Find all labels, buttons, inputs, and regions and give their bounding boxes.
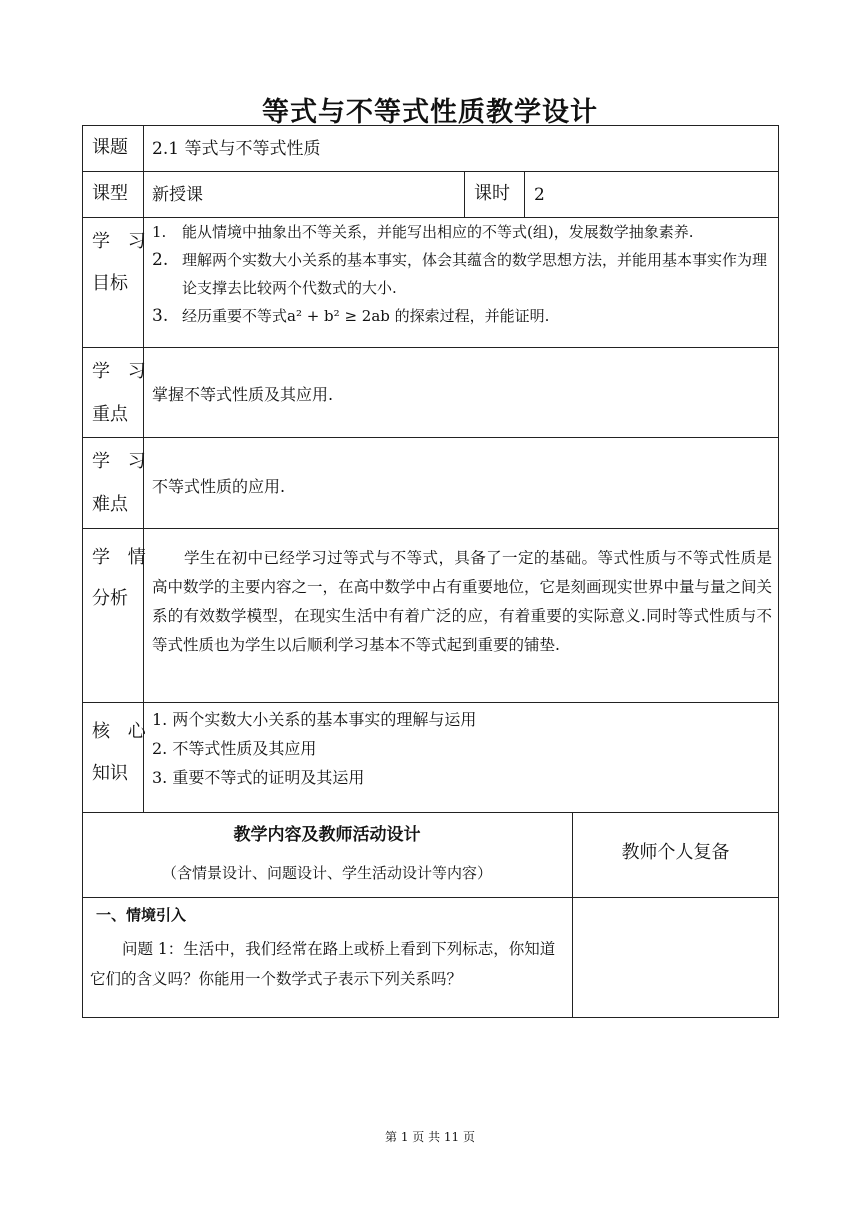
- goal-item-2: 2. 理解两个实数大小关系的基本事实，体会其蕴含的数学思想方法，并能用基本事实作为理论支撑去比较两个代数式的大小.: [152, 250, 768, 297]
- section-subheading: （含情景设计、问题设计、学生活动设计等内容）: [161, 864, 492, 882]
- part1-title: 一、情境引入: [96, 906, 187, 924]
- focus-label-bottom: 重点: [92, 404, 128, 425]
- core-item-3: 3. 重要不等式的证明及其运用: [152, 768, 365, 787]
- core-item-2: 2. 不等式性质及其应用: [152, 739, 317, 758]
- difficulty-label-top: 学 习: [92, 451, 152, 472]
- type-label: 课型: [92, 183, 128, 204]
- focus-value: 掌握不等式性质及其应用.: [152, 385, 334, 404]
- focus-label-top: 学 习: [92, 361, 152, 382]
- type-value: 新授课: [152, 185, 203, 205]
- goal-item-3: 3. 经历重要不等式a² + b² ≥ 2ab 的探索过程，并能证明.: [152, 306, 550, 326]
- difficulty-value: 不等式性质的应用.: [152, 477, 286, 496]
- analysis-value: 学生在初中已经学习过等式与不等式，具备了一定的基础。等式性质与不等式性质是高中数学的主要内容之一，在高中数学中占有重要地位，它是刻画现实世界中量与量之间关系的有效数学模型，在现实生活中有着广泛的应，有着重要的实际意义.同时等式性质与不等式性质也为学生以后顺利学习基本不等式起到重要的铺垫.: [152, 549, 773, 654]
- section-heading: 教学内容及教师活动设计: [233, 825, 421, 845]
- right-heading: 教师个人复备: [621, 842, 730, 863]
- hours-value: 2: [534, 185, 545, 205]
- core-label-top: 核 心: [92, 721, 152, 742]
- core-label-bottom: 知识: [92, 763, 128, 784]
- goals-label-bottom: 目标: [92, 273, 128, 294]
- topic-label: 课题: [92, 137, 128, 158]
- part1-text: 问题 1：生活中，我们经常在路上或桥上看到下列标志，你知道它们的含义吗？你能用一个数学式子表示下列关系吗？: [90, 940, 556, 988]
- topic-value: 2.1 等式与不等式性质: [152, 139, 321, 159]
- goals-list: [152, 218, 772, 330]
- difficulty-label-bottom: 难点: [92, 494, 128, 515]
- goals-label-top: 学 习: [92, 231, 152, 252]
- page-footer: 第 1 页 共 11 页: [385, 1130, 475, 1144]
- core-item-1: 1. 两个实数大小关系的基本事实的理解与运用: [152, 710, 477, 729]
- document-title: 等式与不等式性质教学设计: [262, 97, 598, 128]
- analysis-label-top: 学 情: [92, 547, 152, 568]
- hours-label: 课时: [474, 183, 510, 204]
- goal-item-1: 1. 能从情境中抽象出不等关系，并能写出相应的不等式(组)，发展数学抽象素养.: [152, 223, 694, 241]
- analysis-label-bottom: 分析: [92, 588, 128, 609]
